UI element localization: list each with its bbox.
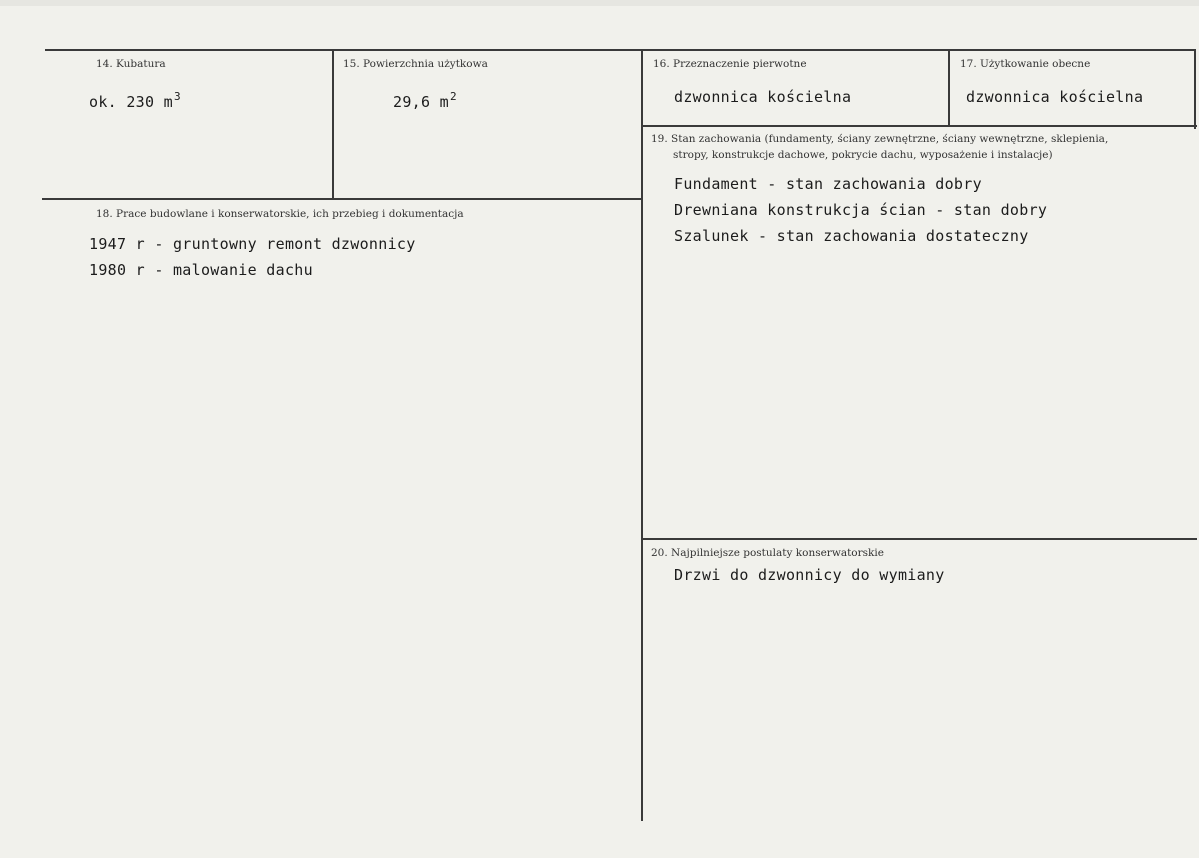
postulaty-label: 20. Najpilniejsze postulaty konserwatorskie bbox=[651, 547, 884, 559]
divider-14-15 bbox=[332, 49, 334, 199]
rule-under-14-15 bbox=[42, 198, 642, 200]
stan-line: Fundament - stan zachowania dobry bbox=[674, 175, 982, 193]
right-edge-rule bbox=[1194, 49, 1196, 129]
powierzchnia-label: 15. Powierzchnia użytkowa bbox=[343, 58, 488, 70]
stan-label-line2: stropy, konstrukcje dachowe, pokrycie dachu, wyposażenie i instalacje) bbox=[673, 149, 1053, 161]
przeznaczenie-label: 16. Przeznaczenie pierwotne bbox=[653, 58, 807, 70]
rule-under-16-17 bbox=[641, 125, 1197, 127]
prace-line: 1947 r - gruntowny remont dzwonnicy bbox=[89, 235, 416, 253]
prace-label: 18. Prace budowlane i konserwatorskie, ich przebieg i dokumentacja bbox=[96, 208, 464, 220]
prace-line: 1980 r - malowanie dachu bbox=[89, 261, 313, 279]
kubatura-value: ok. 230 $m^3$ bbox=[89, 90, 181, 111]
kubatura-label: 14. Kubatura bbox=[96, 58, 166, 70]
stan-label: 19. Stan zachowania (fundamenty, ściany zewnętrzne, ściany wewnętrzne, sklepienia, bbox=[651, 133, 1109, 145]
rule-above-20 bbox=[641, 538, 1197, 540]
uzytkowanie-value: dzwonnica kościelna bbox=[966, 88, 1144, 106]
powierzchnia-value: 29,6 $m^2$ bbox=[393, 90, 457, 111]
uzytkowanie-label: 17. Użytkowanie obecne bbox=[960, 58, 1091, 70]
postulaty-line: Drzwi do dzwonnicy do wymiany bbox=[674, 566, 945, 584]
przeznaczenie-value: dzwonnica kościelna bbox=[674, 88, 852, 106]
stan-line: Drewniana konstrukcja ścian - stan dobry bbox=[674, 201, 1048, 219]
divider-16-17 bbox=[948, 49, 950, 125]
card-top-edge bbox=[0, 0, 1199, 6]
divider-left-right bbox=[641, 49, 643, 821]
stan-line: Szalunek - stan zachowania dostateczny bbox=[674, 227, 1029, 245]
top-rule bbox=[45, 49, 1195, 51]
